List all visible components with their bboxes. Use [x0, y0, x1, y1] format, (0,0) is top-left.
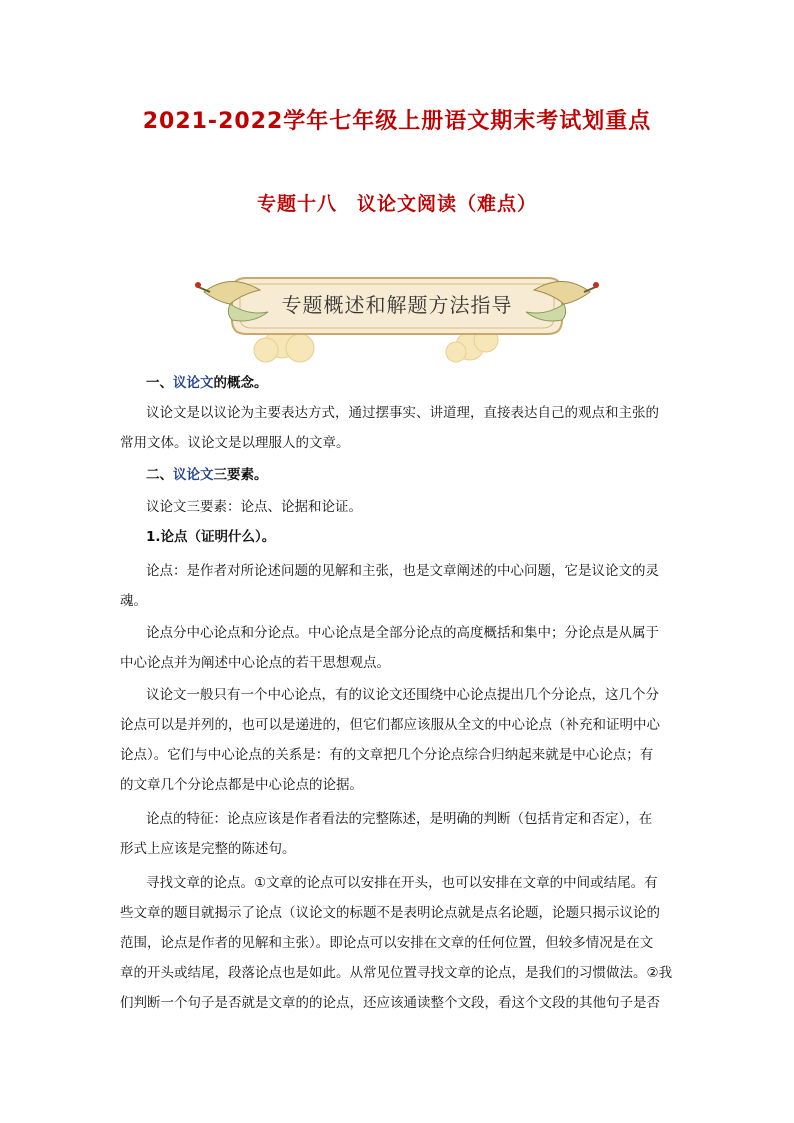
paragraph-line: 寻找文章的论点。①文章的论点可以安排在开头，也可以安排在文章的中间或结尾。有 — [146, 875, 658, 891]
paragraph-line: 议论文一般只有一个中心论点，有的议论文还围绕中心论点提出几个分论点，这几个分 — [146, 687, 659, 703]
banner-title: 专题概述和解题方法指导 — [281, 293, 513, 317]
paragraph-line: 论点分中心论点和分论点。中心论点是全部分论点的高度概括和集中；分论点是从属于 — [146, 625, 659, 641]
paragraph-line: 些文章的题目就揭示了论点（议论文的标题不是表明论点就是点名论题，论题只揭示议论的 — [120, 905, 660, 921]
section-1-heading-rest: 的概念。 — [213, 375, 268, 391]
paragraph-line: 们判断一个句子是否就是文章的的论点，还应该通读整个文段，看这个文段的其他句子是否 — [120, 995, 660, 1011]
paragraph-line: 范围，论点是作者的见解和主张）。即论点可以安排在文章的任何位置，但较多情况是在文 — [120, 935, 654, 951]
paragraph-line: 论点可以是并列的，也可以是递进的，但它们都应该服从全文的中心论点（补充和证明中心 — [120, 717, 660, 733]
section-2-heading — [146, 466, 706, 484]
paragraph-line: 形式上应该是完整的陈述句。 — [120, 841, 296, 857]
paragraph-line: 中心论点并为阐述中心论点的若干思想观点。 — [120, 655, 390, 671]
section-1-number: 一、 — [146, 375, 173, 391]
paragraph-line: 论点的特征：论点应该是作者看法的完整陈述，是明确的判断（包括肯定和否定），在 — [146, 811, 653, 827]
section-banner — [190, 262, 604, 366]
paragraph-line: 常用文体。议论文是以理服人的文章。 — [120, 435, 350, 451]
paragraph-line: 章的开头或结尾，段落论点也是如此。从常见位置寻找文章的论点，是我们的习惯做法。②我 — [120, 965, 673, 981]
paragraph-line: 议论文是以议论为主要表达方式，通过摆事实、讲道理，直接表达自己的观点和主张的 — [146, 405, 659, 421]
section-1-heading — [146, 374, 706, 392]
subsection-heading: 1.论点（证明什么）。 — [146, 529, 276, 545]
paragraph-line: 议论文三要素：论点、论据和论证。 — [146, 499, 362, 515]
section-2-heading-rest: 三要素。 — [213, 467, 268, 483]
section-1-keyword: 议论文 — [173, 375, 214, 391]
document-subtitle: 专题十八 议论文阅读（难点） — [256, 193, 537, 215]
paragraph-line: 论点）。它们与中心论点的关系是：有的文章把几个分论点综合归纳起来就是中心论点；有 — [120, 747, 654, 763]
paragraph-line: 的文章几个分论点都是中心论点的论据。 — [120, 777, 363, 793]
paragraph-line: 论点：是作者对所论述问题的见解和主张，也是文章阐述的中心问题，它是议论文的灵 — [146, 563, 659, 579]
section-2-keyword: 议论文 — [173, 467, 214, 483]
section-2-number: 二、 — [146, 467, 173, 483]
paragraph-line: 魂。 — [120, 593, 147, 609]
document-title: 2021-2022学年七年级上册语文期末考试划重点 — [142, 109, 652, 134]
